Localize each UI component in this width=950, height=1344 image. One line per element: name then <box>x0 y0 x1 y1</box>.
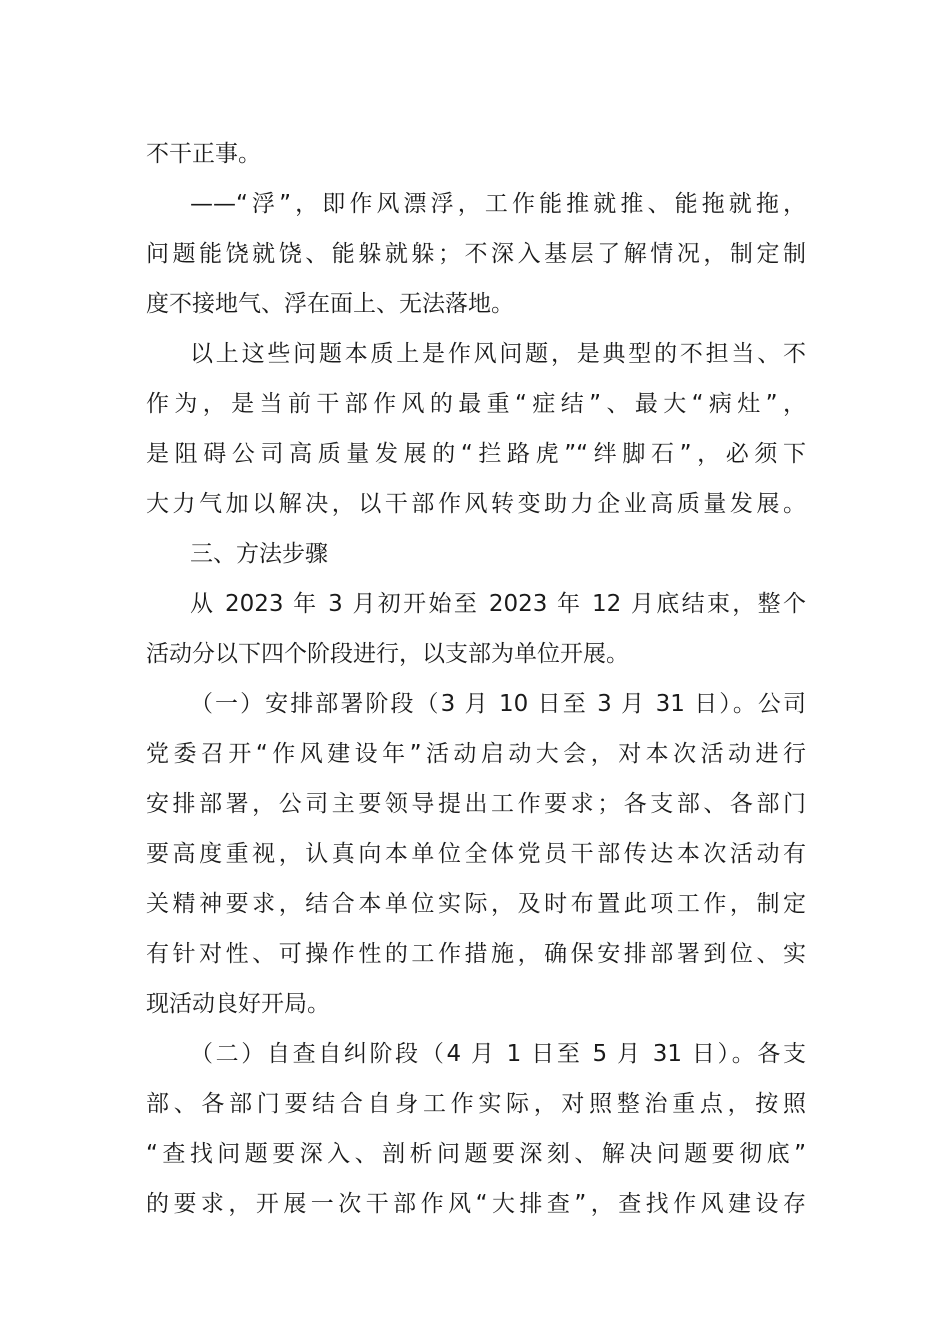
paragraph-line: 不干正事。 <box>146 141 261 167</box>
section-heading: 三、方法步骤 <box>190 541 328 567</box>
paragraph-line: 作为，是当前干部作风的最重“症结”、最大“病灶”， <box>146 391 806 417</box>
paragraph-line: 党委召开“作风建设年”活动启动大会，对本次活动进行 <box>146 741 806 767</box>
paragraph-line: （一）安排部署阶段（3 月 10 日至 3 月 31 日）。公司 <box>190 691 806 717</box>
paragraph-line: 是阻碍公司高质量发展的“拦路虎”“绊脚石”，必须下 <box>146 441 806 467</box>
paragraph-line: 部、各部门要结合自身工作实际，对照整治重点，按照 <box>146 1091 806 1117</box>
paragraph-line: 度不接地气、浮在面上、无法落地。 <box>146 291 514 317</box>
paragraph-line: 有针对性、可操作性的工作措施，确保安排部署到位、实 <box>146 941 806 967</box>
paragraph-line: 活动分以下四个阶段进行，以支部为单位开展。 <box>146 641 629 667</box>
paragraph-line: 安排部署，公司主要领导提出工作要求；各支部、各部门 <box>146 791 806 817</box>
paragraph-line: 现活动良好开局。 <box>146 991 330 1017</box>
paragraph-line: 从 2023 年 3 月初开始至 2023 年 12 月底结束，整个 <box>190 591 806 617</box>
paragraph-line: “查找问题要深入、剖析问题要深刻、解决问题要彻底” <box>146 1141 806 1167</box>
paragraph-line: 要高度重视，认真向本单位全体党员干部传达本次活动有 <box>146 841 806 867</box>
paragraph-line: （二）自查自纠阶段（4 月 1 日至 5 月 31 日）。各支 <box>190 1041 806 1067</box>
paragraph-line: 以上这些问题本质上是作风问题，是典型的不担当、不 <box>190 341 806 367</box>
paragraph-line: 问题能饶就饶、能躲就躲；不深入基层了解情况，制定制 <box>146 241 806 267</box>
paragraph-line: 关精神要求，结合本单位实际，及时布置此项工作，制定 <box>146 891 806 917</box>
paragraph-line: ——“浮”，即作风漂浮，工作能推就推、能拖就拖， <box>190 191 806 217</box>
paragraph-line: 大力气加以解决，以干部作风转变助力企业高质量发展。 <box>146 491 806 517</box>
paragraph-line: 的要求，开展一次干部作风“大排查”，查找作风建设存 <box>146 1191 806 1217</box>
